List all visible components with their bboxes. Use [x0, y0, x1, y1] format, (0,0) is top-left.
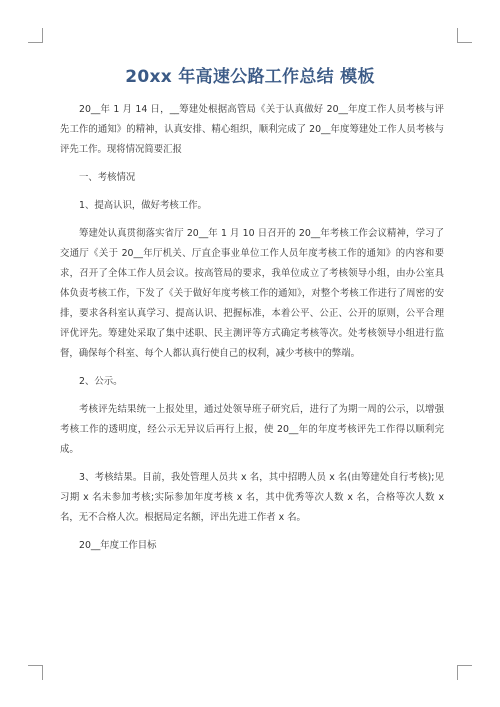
paragraph-intro: 20__年 1 月 14 日，__筹建处根据高管局《关于认真做好 20__年度工作人员考核与评先工作的通知》的精神，认真安排、精心组织，顺利完成了 20__年度筹建处工作人员考核与评先工作。现将情况简要汇报 [60, 104, 444, 155]
subheading-awareness: 1、提高认识，做好考核工作。 [79, 200, 207, 211]
section-heading-assessment: 一、考核情况 [79, 172, 136, 183]
section-heading-goals: 20__年度工作目标 [79, 540, 157, 551]
document-title: 20xx 年高速公路工作总结 模板 [125, 67, 375, 87]
crop-mark-top-left [28, 28, 43, 43]
paragraph-results: 3、考核结果。目前，我处管理人员共 x 名，其中招聘人员 x 名(由筹建处自行考核);见习期 x 名未参加考核;实际参加年度考核 x 名，其中优秀等次人数 x 名，合格等次人数 x 名，无不合格人次。根据局定名额，评出先进工作者 x 名。 [60, 472, 444, 523]
document-body [60, 100, 444, 556]
crop-mark-top-right [457, 28, 472, 43]
subheading-publicity: 2、公示。 [79, 376, 123, 387]
paragraph-awareness: 筹建处认真贯彻落实省厅 20__年 1 月 10 日召开的 20__年考核工作会议精神，学习了交通厅《关于 20__年厅机关、厅直企事业单位工作人员年度考核工作的通知》的内容和要求，召开了全体工作人员会议。按高管局的要求，我单位成立了考核领导小组，由办公室具体负责考核工作，下发了《关于做好年度考核工作的通知》，对整个考核工作进行了周密的安排，要求各科室认真学习、提高认识、把握标准，本着公平、公正、公开的原则，公平合理评优评先。筹建处采取了集中述职、民主测评等方式确定考核等次。处考核领导小组进行监督，确保每个科室、每个人都认真行使自己的权利，减少考核中的弊端。 [60, 228, 444, 359]
crop-mark-bottom-left [28, 665, 43, 680]
paragraph-publicity: 考核评先结果统一上报处里，通过处领导班子研究后，进行了为期一周的公示，以增强考核工作的透明度，经公示无异议后再行上报，使 20__年的年度考核评先工作得以顺利完成。 [60, 404, 444, 455]
crop-mark-bottom-right [457, 665, 472, 680]
